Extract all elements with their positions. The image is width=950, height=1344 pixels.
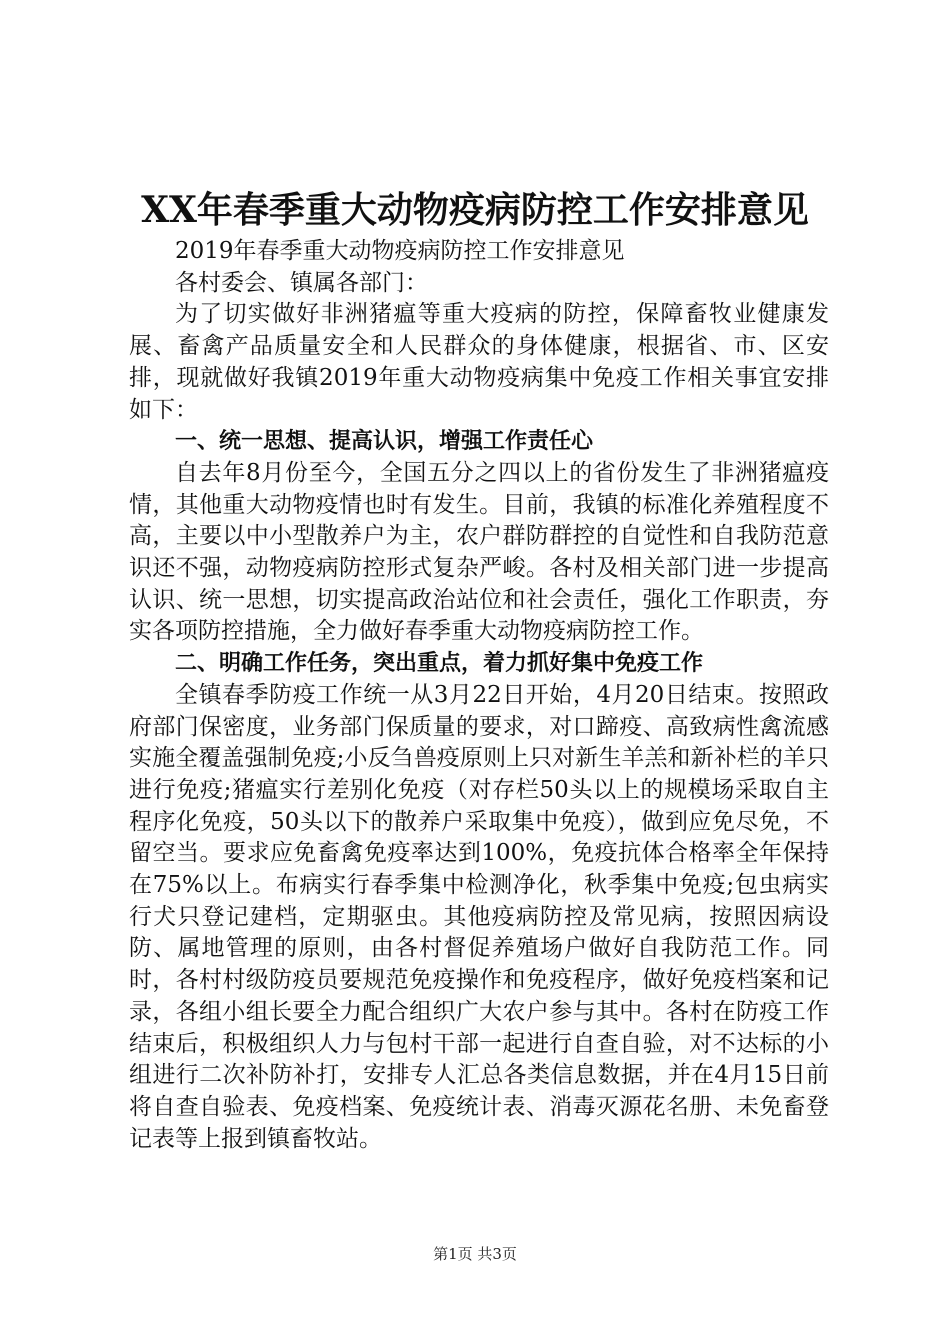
section-heading-1: 一、统一思想、提高认识，增强工作责任心	[175, 429, 594, 455]
salutation-paragraph: 各村委会、镇属各部门：	[175, 269, 428, 296]
document-body	[129, 236, 829, 1155]
document-title: XX年春季重大动物疫病防控工作安排意见	[141, 189, 809, 231]
section-heading-2: 二、明确工作任务，突出重点，着力抓好集中免疫工作	[175, 651, 704, 677]
page-number-footer: 第1页 共3页	[433, 1245, 517, 1263]
section-1-paragraph: 自去年8月份至今，全国五分之四以上的省份发生了非洲猪瘟疫情，其他重大动物疫情也时有发生。目前，我镇的标准化养殖程度不高，主要以中小型散养户为主，农户群防群控的自觉性和自我防范意识还不强，动物疫病防控形式复杂严峻。各村及相关部门进一步提高认识、统一思想，切实提高政治站位和社会责任，强化工作职责，夯实各项防控措施，全力做好春季重大动物疫病防控工作。	[129, 459, 829, 645]
intro-paragraph: 为了切实做好非洲猪瘟等重大疫病的防控，保障畜牧业健康发展、畜禽产品质量安全和人民群众的身体健康，根据省、市、区安排，现就做好我镇2019年重大动物疫病集中免疫工作相关事宜安排如下：	[129, 301, 829, 423]
section-2-paragraph: 全镇春季防疫工作统一从3月22日开始，4月20日结束。按照政府部门保密度，业务部门保质量的要求，对口蹄疫、高致病性禽流感实施全覆盖强制免疫;小反刍兽疫原则上只对新生羊羔和新补栏的羊只进行免疫;猪瘟实行差别化免疫（对存栏50头以上的规模场采取自主程序化免疫，50头以下的散养户采取集中免疫），做到应免尽免，不留空当。要求应免畜禽免疫率达到100%，免疫抗体合格率全年保持在75%以上。布病实行春季集中检测净化，秋季集中免疫;包虫病实行犬只登记建档，定期驱虫。其他疫病防控及常见病，按照因病设防、属地管理的原则，由各村督促养殖场户做好自我防范工作。同时，各村村级防疫员要规范免疫操作和免疫程序，做好免疫档案和记录，各组小组长要全力配合组织广大农户参与其中。各村在防疫工作结束后，积极组织人力与包村干部一起进行自查自验，对不达标的小组进行二次补防补打，安排专人汇总各类信息数据，并在4月15日前将自查自验表、免疫档案、免疫统计表、消毒灭源花名册、未免畜登记表等上报到镇畜牧站。	[129, 681, 829, 1152]
subtitle-paragraph: 2019年春季重大动物疫病防控工作安排意见	[175, 238, 625, 264]
